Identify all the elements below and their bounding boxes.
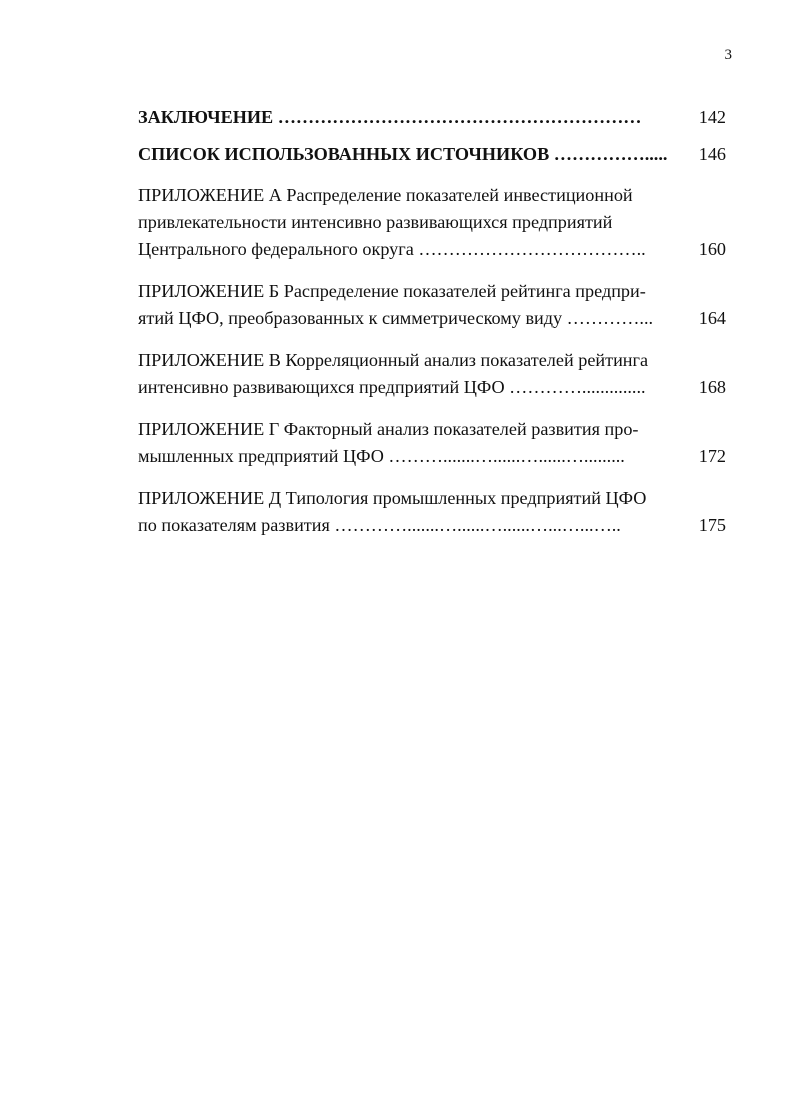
toc-page-number: 172: [698, 446, 726, 466]
toc-page-number: 164: [698, 308, 726, 328]
toc-entry-title: [138, 416, 670, 470]
toc-page-number: 146: [698, 144, 726, 164]
toc-page-number: 160: [698, 239, 726, 259]
toc-entry-appendix-a[interactable]: [138, 182, 726, 263]
toc-entry-appendix-d[interactable]: [138, 485, 726, 539]
toc-entry-line: ятий ЦФО, преобразованных к симметрическому виду …………...: [138, 308, 654, 328]
toc-page-number: 175: [698, 515, 726, 535]
toc-entry-conclusion[interactable]: [138, 104, 726, 131]
toc-entry-title: [138, 485, 670, 539]
toc-entry-line: ПРИЛОЖЕНИЕ В Корреляционный анализ показателей рейтинга: [138, 350, 649, 370]
toc-entry-title: [138, 182, 670, 263]
toc-entry-line: СПИСОК ИСПОЛЬЗОВАННЫХ ИСТОЧНИКОВ …………….....: [138, 144, 668, 164]
page-number: 3: [724, 47, 732, 63]
toc-entry-line: ПРИЛОЖЕНИЕ А Распределение показателей инвестиционной: [138, 185, 633, 205]
table-of-contents: [138, 104, 726, 539]
toc-entry-line: ПРИЛОЖЕНИЕ Г Факторный анализ показателей развития про-: [138, 419, 639, 439]
toc-entry-line: ПРИЛОЖЕНИЕ Б Распределение показателей рейтинга предпри-: [138, 281, 646, 301]
toc-entry-line: мышленных предприятий ЦФО ……….......…......…......….........: [138, 446, 625, 466]
toc-entry-line: Центрального федерального округа ………………………………..: [138, 239, 646, 259]
toc-entry-title: [138, 104, 670, 131]
toc-entry-line: ЗАКЛЮЧЕНИЕ ……………………………………………………: [138, 107, 642, 127]
toc-entry-line: интенсивно развивающихся предприятий ЦФО …………..............: [138, 377, 646, 397]
toc-entry-line: по показателям развития ………….......…......…......…...…...…..: [138, 515, 621, 535]
toc-entry-references[interactable]: [138, 141, 726, 168]
toc-entry-line: ПРИЛОЖЕНИЕ Д Типология промышленных предприятий ЦФО: [138, 488, 647, 508]
toc-entry-appendix-v[interactable]: [138, 347, 726, 401]
toc-entry-title: [138, 347, 670, 401]
toc-entry-appendix-g[interactable]: [138, 416, 726, 470]
toc-entry-appendix-b[interactable]: [138, 278, 726, 332]
toc-entry-line: привлекательности интенсивно развивающихся предприятий: [138, 212, 613, 232]
toc-entry-title: [138, 278, 670, 332]
toc-entry-title: [138, 141, 670, 168]
toc-page-number: 168: [698, 377, 726, 397]
toc-page-number: 142: [698, 107, 726, 127]
